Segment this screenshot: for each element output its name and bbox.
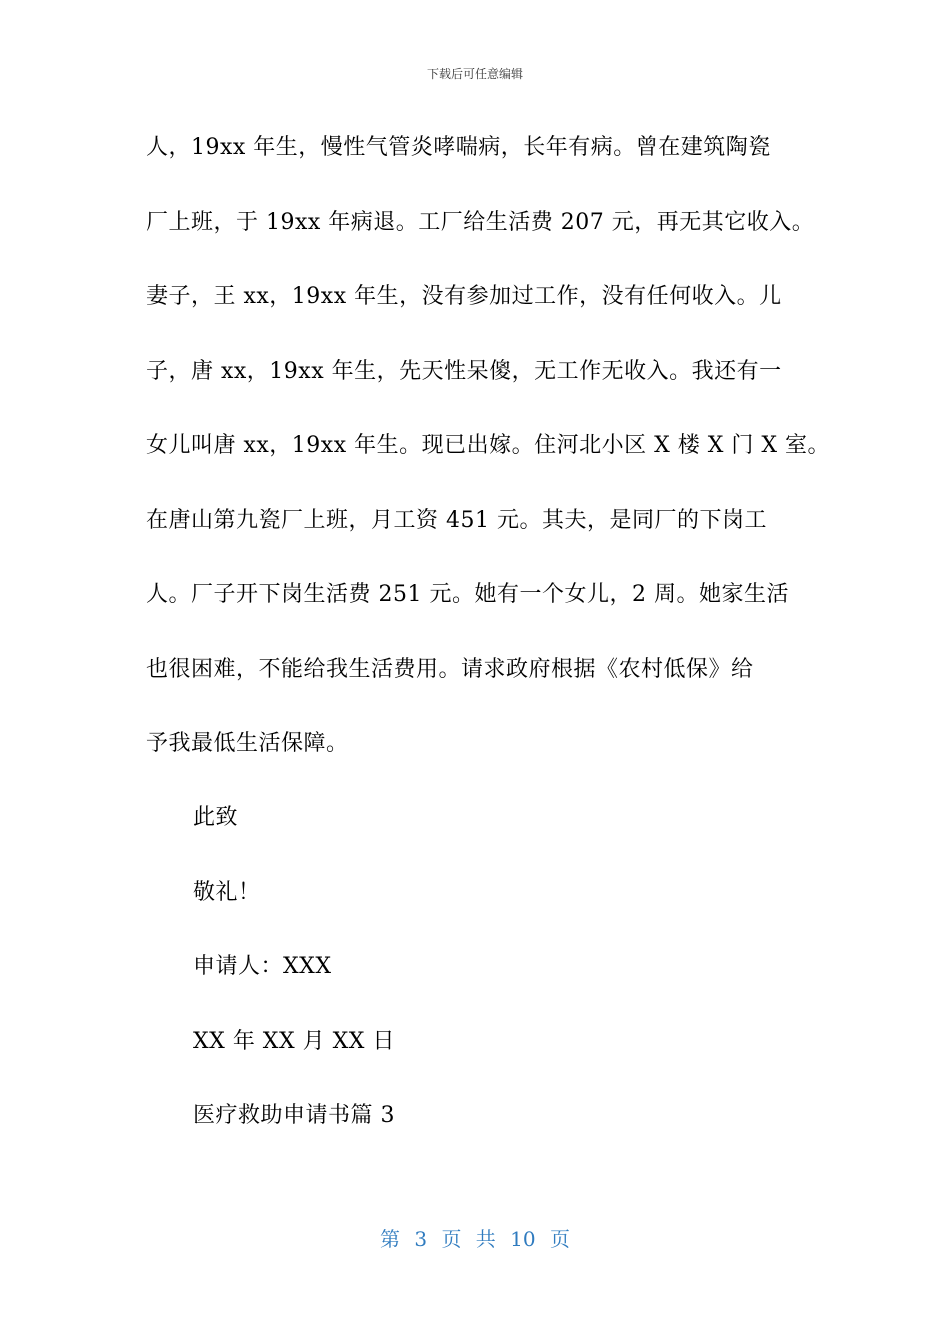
body-line: 予我最低生活保障。	[146, 731, 349, 756]
body-line: 子，唐 xx，19xx 年生，先天性呆傻，无工作无收入。我还有一	[146, 358, 782, 384]
document-body	[146, 124, 831, 795]
body-line: 人，19xx 年生，慢性气管炎哮喘病，长年有病。曾在建筑陶瓷	[146, 135, 771, 160]
page-header: 下载后可任意编辑	[426, 67, 523, 81]
respect-line: 敬礼！	[193, 879, 261, 905]
body-line: 也很困难，不能给我生活费用。请求政府根据《农村低保》给	[146, 656, 754, 682]
page-footer: 第 3 页 共 10 页	[380, 1227, 570, 1251]
body-line: 人。厂子开下岗生活费 251 元。她有一个女儿，2 周。她家生活	[146, 582, 789, 607]
body-line: 在唐山第九瓷厂上班，月工资 451 元。其夫，是同厂的下岗工	[146, 507, 767, 533]
salutation: 此致	[193, 805, 239, 830]
letter-date: XX 年 XX 月 XX 日	[193, 1028, 395, 1054]
next-section-title: 医疗救助申请书篇 3	[193, 1103, 395, 1128]
body-line: 女儿叫唐 xx，19xx 年生。现已出嫁。住河北小区 X 楼 X 门 X 室。	[146, 433, 831, 458]
body-line: 妻子，王 xx，19xx 年生，没有参加过工作，没有任何收入。儿	[146, 284, 782, 309]
applicant-signature: 申请人：XXX	[193, 954, 332, 979]
letter-closing	[193, 794, 395, 1167]
body-line: 厂上班，于 19xx 年病退。工厂给生活费 207 元，再无其它收入。	[146, 209, 815, 235]
